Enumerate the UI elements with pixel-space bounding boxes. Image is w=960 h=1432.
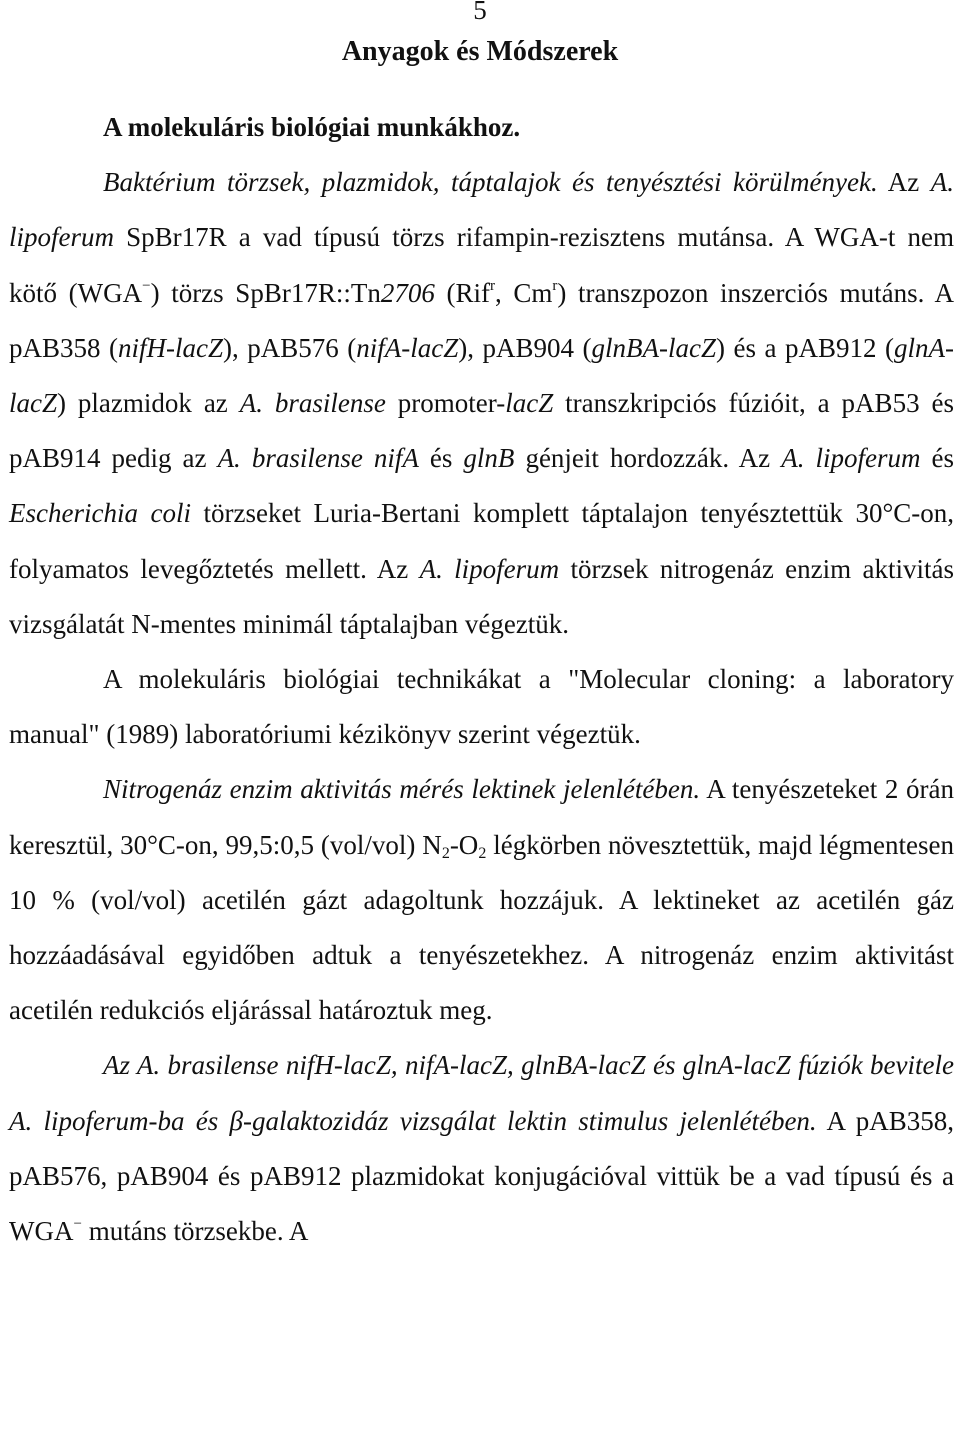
subscript-2: 2	[478, 844, 487, 862]
text-fragment: ), pAB904 (	[458, 332, 592, 363]
text-fragment: -O	[449, 829, 479, 860]
subheading-fusions: Az A. brasilense nifH-lacZ, nifA-lacZ, glnBA-lacZ és glnA-lacZ fúziók bevitele A. lipoferum-ba és β-galaktozidáz vizsgálat lektin stimulus jelenlétében.	[9, 1050, 954, 1136]
subscript-2: 2	[441, 844, 450, 862]
text-fragment: ) és a pAB912 (	[716, 332, 895, 363]
text-fragment: transzkripciós fúzióit, a pAB53 és pAB914 pedig az	[9, 388, 954, 474]
species-name: A. brasilense	[239, 388, 386, 419]
species-name: A. lipoferum	[9, 167, 954, 253]
text-fragment: A tenyészeteket 2 órán keresztül, 30°C-on, 99,5:0,5 (vol/vol) N	[9, 774, 954, 860]
gene-name: nifA-lacZ	[356, 332, 459, 363]
subheading-nitrogenase: Nitrogenáz enzim aktivitás mérés lektinek jelenlétében.	[103, 774, 701, 805]
text-fragment: ), pAB576 (	[223, 332, 357, 363]
paragraph-nitrogenase	[9, 762, 954, 1038]
document-body	[9, 100, 954, 1259]
text-fragment: és	[920, 443, 955, 474]
superscript-minus: −	[73, 1216, 82, 1233]
text-fragment: Az	[877, 167, 931, 198]
page-number: 5	[473, 0, 487, 25]
text-fragment: mutáns törzsekbe. A	[81, 1216, 309, 1247]
text-fragment: ) törzs SpBr17R::Tn	[150, 277, 381, 308]
gene-name: glnBA-lacZ	[591, 332, 717, 363]
species-name: A. lipoferum	[781, 443, 921, 474]
species-name: Escherichia coli	[9, 498, 191, 529]
page-title: Anyagok és Módszerek	[341, 36, 619, 67]
gene-name: nifH-lacZ	[118, 332, 224, 363]
gene-name: glnA-lacZ	[9, 332, 955, 419]
text-fragment: ) transzpozon inszerciós mutáns. A pAB358 (	[9, 277, 954, 363]
species-name: A. lipoferum	[419, 553, 560, 584]
text-fragment: A pAB358, pAB576, pAB904 és pAB912 plazmidokat konjugációval vittük be a vad típusú és a WGA	[9, 1105, 954, 1247]
text-fragment: (Rif	[434, 277, 490, 308]
superscript-minus: −	[142, 277, 151, 294]
superscript-r: r	[489, 277, 495, 294]
section-heading: A molekuláris biológiai munkákhoz.	[103, 112, 521, 142]
subheading-strains: Baktérium törzsek, plazmidok, táptalajok és tenyésztési körülmények.	[103, 167, 878, 198]
paragraph-strains	[9, 155, 954, 652]
text-fragment: törzseket Luria-Bertani komplett táptalajon tenyésztettük 30°C-on, folyamatos levegőztetés mellett. Az	[9, 498, 954, 584]
gene-name: glnB	[463, 443, 515, 474]
text-fragment: és	[418, 443, 464, 474]
gene-name: lacZ	[505, 388, 554, 419]
text-fragment: promoter-	[385, 388, 506, 419]
text-fragment: törzsek nitrogenáz enzim aktivitás vizsgálatát N-mentes minimál táptalajban végeztük.	[9, 553, 954, 639]
text-fragment: ) plazmidok az	[57, 388, 240, 419]
text-fragment: SpBr17R a vad típusú törzs rifampin-rezisztens mutánsa. A WGA-t nem kötő (WGA	[9, 222, 954, 308]
paragraph-methods: A molekuláris biológiai technikákat a "Molecular cloning: a laboratory manual" (1989) laboratóriumi kézikönyv szerint végeztük.	[9, 664, 954, 750]
text-fragment: génjeit hordozzák. Az	[514, 443, 782, 474]
text-fragment: , Cm	[494, 277, 553, 308]
transposon-name: 2706	[380, 277, 435, 308]
text-fragment: légkörben növesztettük, majd légmentesen 10 % (vol/vol) acetilén gázt adagoltunk hozzájuk. A lektineket az acetilén gáz hozzáadásával egyidőben adtuk a tenyészetekhez. A nitrogenáz enzim aktivitást acetilén redukciós eljárással határoztuk meg.	[9, 829, 954, 1026]
species-name: A. brasilense nifA	[217, 443, 419, 474]
superscript-r: r	[552, 277, 558, 294]
paragraph-fusions	[9, 1038, 954, 1259]
